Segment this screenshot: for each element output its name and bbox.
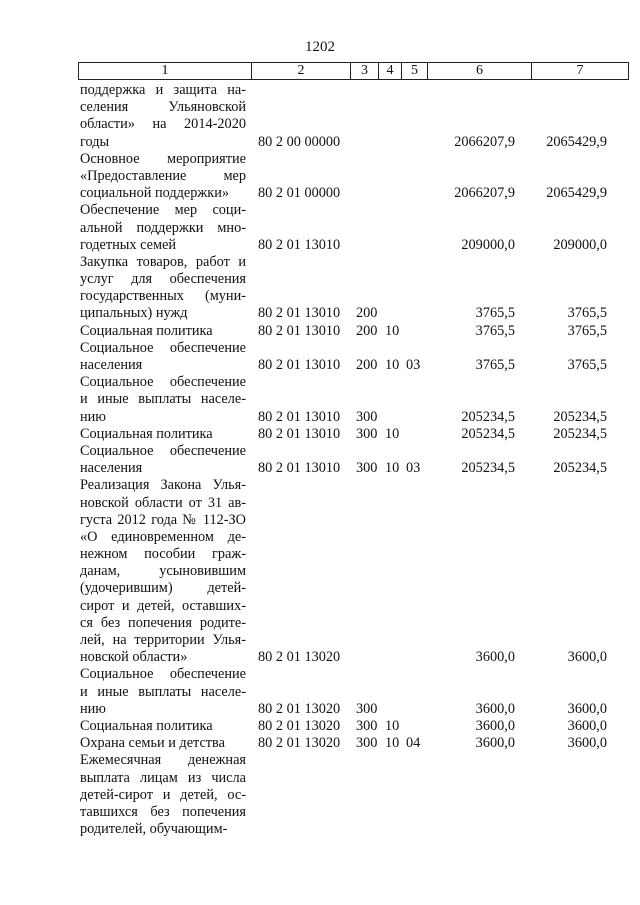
description-line: нежном пособии граж- (80, 546, 246, 563)
description-line: ся без попечения родите- (80, 614, 246, 631)
table-row (0, 202, 640, 254)
description-line: услуг для обеспечения (80, 271, 246, 288)
description-line: Основное мероприятие (80, 150, 246, 167)
amount-col7-cell: 3600,0 (567, 700, 607, 717)
amount-col6-cell: 3765,5 (475, 322, 515, 339)
table-row (0, 323, 640, 340)
expense-type-cell: 200 (356, 322, 378, 339)
expense-type-cell: 300 (356, 425, 378, 442)
description-line: лей, на территории Улья- (80, 632, 246, 648)
header-col-4: 4 (379, 63, 402, 79)
table-row (0, 374, 640, 426)
description-line: нию (80, 700, 106, 717)
row-values (0, 735, 640, 752)
amount-col6-cell: 3600,0 (475, 735, 515, 752)
amount-col6-cell: 205234,5 (461, 408, 515, 425)
amount-col6-cell: 205234,5 (461, 460, 515, 477)
description-line: новской области» (80, 649, 188, 666)
description-line: Охрана семьи и детства (80, 735, 225, 752)
description-line: детей-сирот и детей, ос- (80, 786, 246, 803)
amount-col7-cell: 205234,5 (553, 425, 607, 442)
expense-type-cell: 300 (356, 408, 378, 425)
section-cell: 10 (385, 735, 400, 752)
description-line: Социальное обеспечение (80, 339, 246, 356)
description-line: данам, усыновившим (80, 563, 246, 580)
amount-col7-cell: 3600,0 (567, 649, 607, 666)
description-line: годы (80, 133, 110, 150)
amount-col6-cell: 3600,0 (475, 717, 515, 734)
description-line: Ежемесячная денежная (80, 752, 246, 769)
table-row (0, 666, 640, 718)
description-line: и иные выплаты населе- (80, 391, 246, 408)
table-row (0, 443, 640, 477)
table-row (0, 735, 640, 752)
amount-col7-cell: 2065429,9 (546, 133, 607, 150)
amount-col7-cell: 2065429,9 (546, 185, 607, 202)
description-line: Реализация Закона Улья- (80, 477, 246, 494)
amount-col6-cell: 3600,0 (475, 649, 515, 666)
row-values (0, 409, 640, 426)
description-line: и иные выплаты населе- (80, 683, 246, 700)
description-line: сирот и детей, оставших- (80, 597, 246, 614)
row-values (0, 460, 640, 477)
code-cell: 80 2 01 13010 (258, 408, 341, 425)
description-line: Социальное обеспечение (80, 666, 246, 683)
code-cell: 80 2 01 13020 (258, 735, 341, 752)
code-cell: 80 2 01 13010 (258, 460, 341, 477)
amount-col7-cell: 205234,5 (553, 408, 607, 425)
description-line: годетных семей (80, 236, 177, 253)
description-line: густа 2012 года № 112-ЗО (80, 511, 246, 528)
description-line: «О единовременном де- (80, 528, 246, 545)
code-cell: 80 2 01 13010 (258, 305, 341, 322)
header-col-1: 1 (79, 63, 252, 79)
description-line: области» на 2014-2020 (80, 116, 246, 133)
table-row (0, 477, 640, 666)
description-line: родителей, обучающим- (80, 821, 228, 838)
row-values (0, 649, 640, 666)
table-header (78, 62, 629, 80)
table-row (0, 82, 640, 151)
code-cell: 80 2 01 13020 (258, 700, 341, 717)
description-line: новской области от 31 ав- (80, 494, 246, 511)
code-cell: 80 2 01 13010 (258, 425, 341, 442)
amount-col6-cell: 3765,5 (475, 305, 515, 322)
header-col-5: 5 (402, 63, 428, 79)
row-values (0, 134, 640, 151)
amount-col7-cell: 209000,0 (553, 236, 607, 253)
description-line: «Предоставление мер (80, 167, 246, 184)
amount-col7-cell: 205234,5 (553, 460, 607, 477)
description-line: ципальных) нужд (80, 305, 188, 322)
amount-col7-cell: 3765,5 (567, 357, 607, 373)
description-line: социальной поддержки» (80, 185, 230, 202)
section-cell: 10 (385, 425, 400, 442)
row-values (0, 718, 640, 735)
amount-col6-cell: 205234,5 (461, 425, 515, 442)
description-line: выплата лицам из числа (80, 769, 246, 786)
table-row (0, 426, 640, 443)
expense-type-cell: 300 (356, 735, 378, 752)
amount-col6-cell: 209000,0 (461, 236, 515, 253)
description-line: (удочерившим) детей- (80, 580, 246, 597)
description-line: селения Ульяновской (80, 99, 246, 116)
subsection-cell: 04 (406, 735, 421, 752)
header-col-2: 2 (252, 63, 351, 79)
description-line: Социальное обеспечение (80, 442, 246, 459)
code-cell: 80 2 01 13010 (258, 236, 341, 253)
code-cell: 80 2 01 13020 (258, 649, 341, 666)
table-row (0, 718, 640, 735)
amount-col7-cell: 3765,5 (567, 305, 607, 322)
page-number: 1202 (305, 39, 335, 55)
table-body (0, 82, 640, 838)
amount-col6-cell: 2066207,9 (454, 185, 515, 202)
expense-type-cell: 300 (356, 717, 378, 734)
description-line: Социальная политика (80, 322, 213, 339)
row-values (0, 185, 640, 202)
row-values (0, 237, 640, 254)
expense-type-cell: 200 (356, 357, 378, 373)
table-row (0, 151, 640, 203)
header-col-3: 3 (351, 63, 379, 79)
description-line: населения (80, 357, 143, 373)
table-row (0, 752, 640, 838)
description-line: населения (80, 460, 143, 477)
description-line: Социальная политика (80, 717, 213, 734)
expense-type-cell: 300 (356, 700, 378, 717)
row-values (0, 323, 640, 340)
amount-col7-cell: 3600,0 (567, 717, 607, 734)
amount-col7-cell: 3600,0 (567, 735, 607, 752)
amount-col6-cell: 3600,0 (475, 700, 515, 717)
description-line: нию (80, 408, 106, 425)
description-line: Социальное обеспечение (80, 374, 246, 391)
section-cell: 10 (385, 357, 400, 373)
amount-col7-cell: 3765,5 (567, 322, 607, 339)
description-line: Социальная политика (80, 425, 213, 442)
table-row (0, 254, 640, 323)
amount-col6-cell: 2066207,9 (454, 133, 515, 150)
code-cell: 80 2 01 13010 (258, 357, 341, 373)
description-line: Закупка товаров, работ и (80, 253, 246, 270)
row-values (0, 305, 640, 322)
description-line: поддержка и защита на- (80, 82, 246, 98)
expense-type-cell: 200 (356, 305, 378, 322)
expense-type-cell: 300 (356, 460, 378, 477)
row-description (80, 477, 246, 666)
section-cell: 10 (385, 460, 400, 477)
section-cell: 10 (385, 717, 400, 734)
code-cell: 80 2 00 00000 (258, 133, 341, 150)
row-values (0, 701, 640, 718)
subsection-cell: 03 (406, 460, 421, 477)
header-col-7: 7 (576, 63, 584, 78)
table-row (0, 340, 640, 374)
code-cell: 80 2 01 13010 (258, 322, 341, 339)
subsection-cell: 03 (406, 357, 421, 373)
section-cell: 10 (385, 322, 400, 339)
description-line: альной поддержки мно- (80, 219, 246, 236)
row-values (0, 357, 640, 374)
description-line: тавшихся без попечения (80, 803, 246, 820)
row-values (0, 821, 640, 838)
row-values (0, 426, 640, 443)
amount-col6-cell: 3765,5 (475, 357, 515, 373)
description-line: государственных (муни- (80, 288, 246, 305)
code-cell: 80 2 01 00000 (258, 185, 341, 202)
code-cell: 80 2 01 13020 (258, 717, 341, 734)
description-line: Обеспечение мер соци- (80, 202, 246, 219)
header-col-6: 6 (428, 63, 532, 79)
